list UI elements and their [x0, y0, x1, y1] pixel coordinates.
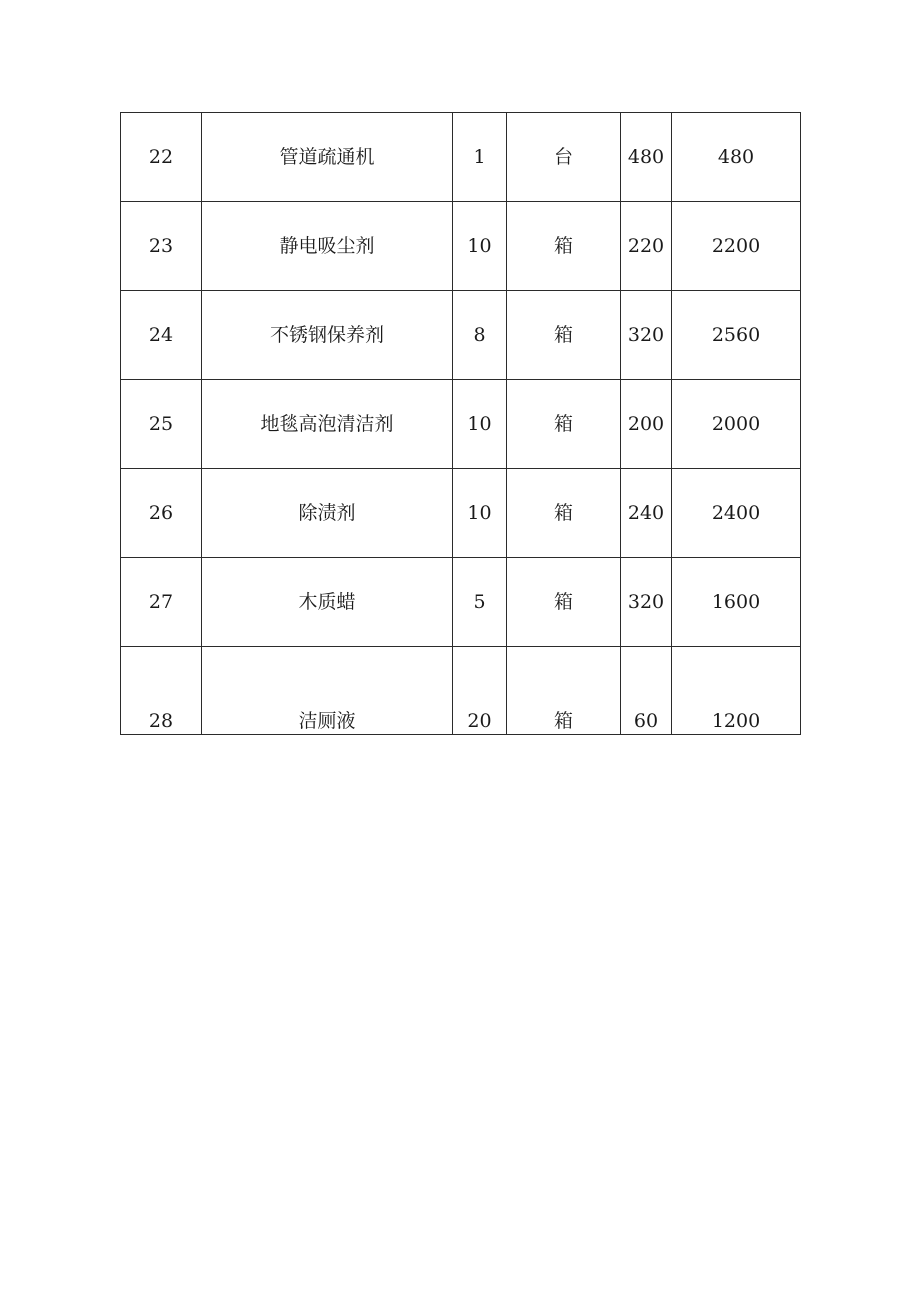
table-row [121, 469, 801, 558]
table-row [121, 291, 801, 380]
unit-price-cell: 320 [621, 291, 672, 380]
total-cell: 2000 [672, 380, 801, 469]
row-number-cell: 26 [121, 469, 202, 558]
total-cell: 2200 [672, 202, 801, 291]
unit-cell: 箱 [507, 647, 621, 735]
unit-price-cell: 220 [621, 202, 672, 291]
quantity-cell: 20 [453, 647, 507, 735]
quantity-cell: 5 [453, 558, 507, 647]
item-name-cell: 木质蜡 [202, 558, 453, 647]
total-cell: 2560 [672, 291, 801, 380]
item-name-cell: 管道疏通机 [202, 113, 453, 202]
row-number-cell: 28 [121, 647, 202, 735]
total-cell: 1200 [672, 647, 801, 735]
quantity-cell: 10 [453, 202, 507, 291]
item-name-cell: 不锈钢保养剂 [202, 291, 453, 380]
unit-cell: 箱 [507, 380, 621, 469]
unit-cell: 箱 [507, 558, 621, 647]
item-name-cell: 洁厕液 [202, 647, 453, 735]
unit-cell: 箱 [507, 469, 621, 558]
total-cell: 1600 [672, 558, 801, 647]
item-name-cell: 静电吸尘剂 [202, 202, 453, 291]
unit-cell: 箱 [507, 202, 621, 291]
table-row [121, 113, 801, 202]
unit-price-cell: 240 [621, 469, 672, 558]
unit-cell: 箱 [507, 291, 621, 380]
unit-price-cell: 200 [621, 380, 672, 469]
supplies-table [120, 112, 801, 735]
quantity-cell: 10 [453, 380, 507, 469]
row-number-cell: 23 [121, 202, 202, 291]
row-number-cell: 25 [121, 380, 202, 469]
row-number-cell: 24 [121, 291, 202, 380]
item-name-cell: 除渍剂 [202, 469, 453, 558]
row-number-cell: 22 [121, 113, 202, 202]
total-cell: 480 [672, 113, 801, 202]
table-row [121, 558, 801, 647]
quantity-cell: 10 [453, 469, 507, 558]
item-name-cell: 地毯高泡清洁剂 [202, 380, 453, 469]
table-row [121, 647, 801, 735]
quantity-cell: 8 [453, 291, 507, 380]
total-cell: 2400 [672, 469, 801, 558]
unit-price-cell: 480 [621, 113, 672, 202]
table-row [121, 380, 801, 469]
unit-cell: 台 [507, 113, 621, 202]
table-row [121, 202, 801, 291]
row-number-cell: 27 [121, 558, 202, 647]
unit-price-cell: 60 [621, 647, 672, 735]
quantity-cell: 1 [453, 113, 507, 202]
unit-price-cell: 320 [621, 558, 672, 647]
